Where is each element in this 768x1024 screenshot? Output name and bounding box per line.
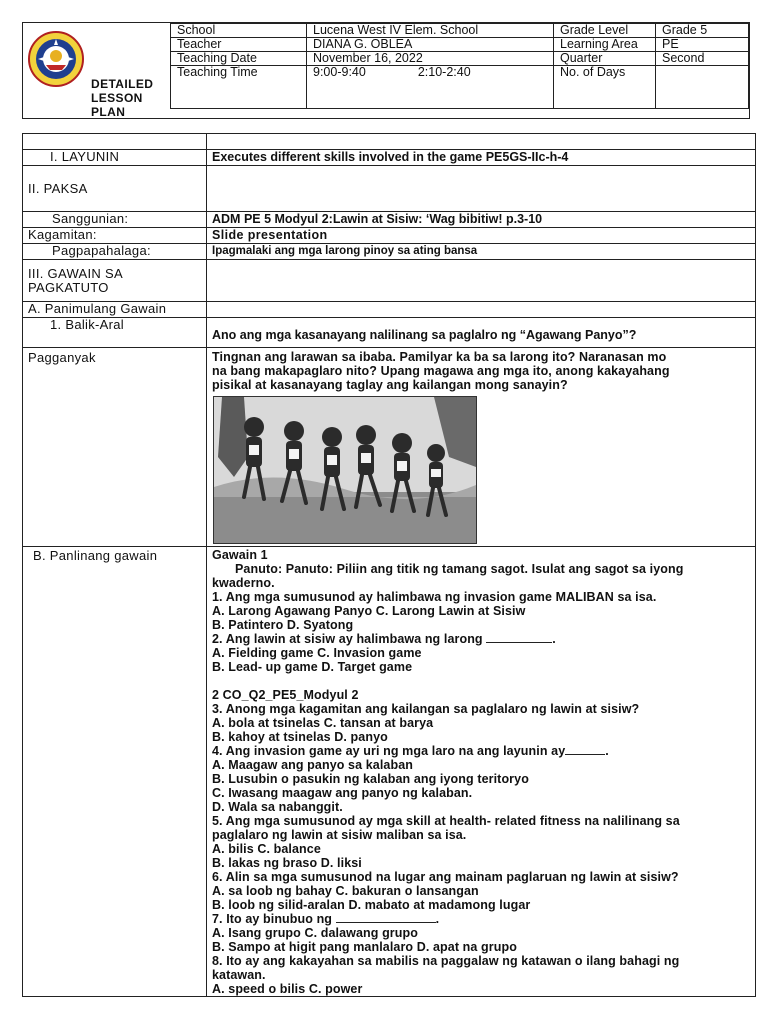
question-1: 1. Ang mga sumusunod ay halimbawa ng invasion game MALIBAN sa isa. bbox=[212, 590, 657, 604]
question-8: 8. Ito ay ang kakayahan sa mabilis na paggalaw ng katawan o ilang bahagi ng bbox=[212, 954, 680, 968]
gawain-label-line-1: III. GAWAIN SA bbox=[28, 265, 123, 281]
teaching-date-label: Teaching Date bbox=[171, 52, 307, 66]
question-1-choice: B. Patintero D. Syatong bbox=[212, 618, 354, 632]
spacer bbox=[212, 674, 750, 688]
question-4-choice: C. Iwasang maagaw ang panyo ng kalaban. bbox=[212, 786, 473, 800]
question-5-choice: B. lakas ng braso D. liksi bbox=[212, 856, 362, 870]
question-7-choice: B. Sampo at higit pang manlalaro D. apat na grupo bbox=[212, 940, 517, 954]
question-8: katawan. bbox=[212, 968, 266, 982]
question-5: paglalaro ng lawin at sisiw maliban sa isa. bbox=[212, 828, 467, 842]
kagamitan-label: Kagamitan: bbox=[23, 228, 207, 244]
days-value bbox=[656, 66, 749, 109]
question-7-text: 7. Ito ay binubuo ng bbox=[212, 912, 333, 926]
pagganyak-content bbox=[207, 348, 756, 547]
quarter-value: Second bbox=[656, 52, 749, 66]
teaching-time-value bbox=[307, 66, 554, 109]
school-seal-icon bbox=[28, 29, 84, 89]
quarter-label: Quarter bbox=[554, 52, 656, 66]
empty-cell bbox=[23, 134, 207, 150]
panuto-line: kwaderno. bbox=[212, 576, 275, 590]
lesson-plan-title: DETAILED LESSON PLAN bbox=[91, 77, 154, 119]
sanggunian-text: ADM PE 5 Modyul 2:Lawin at Sisiw: ‘Wag bibitiw! p.3-10 bbox=[207, 212, 756, 228]
lesson-plan-table bbox=[22, 133, 756, 997]
pagganyak-label: Pagganyak bbox=[23, 348, 207, 547]
question-4-text: 4. Ang invasion game ay uri ng mga laro na ang layunin ay bbox=[212, 744, 566, 758]
panimulang-value bbox=[207, 302, 756, 318]
gawain-label-line-2: PAGKATUTO bbox=[28, 279, 109, 295]
question-6-choice: A. sa loob ng bahay C. bakuran o lansangan bbox=[212, 884, 479, 898]
kagamitan-text: Slide presentation bbox=[207, 228, 756, 244]
pagganyak-line: Tingnan ang larawan sa ibaba. Pamilyar ka ba sa larong ito? Naranasan mo bbox=[212, 350, 667, 364]
question-5-choice: A. bilis C. balance bbox=[212, 842, 321, 856]
panimulang-label: A. Panimulang Gawain bbox=[23, 302, 207, 318]
question-4-choice: A. Maagaw ang panyo sa kalaban bbox=[212, 758, 413, 772]
answer-blank bbox=[486, 632, 552, 643]
module-code: 2 CO_Q2_PE5_Modyul 2 bbox=[212, 688, 359, 702]
pagpapahalaga-label: Pagpapahalaga: bbox=[23, 244, 207, 260]
pagpapahalaga-text: Ipagmalaki ang mga larong pinoy sa ating bansa bbox=[207, 244, 756, 260]
panuto-line: Panuto: Panuto: Piliin ang titik ng tamang sagot. Isulat ang sagot sa iyong bbox=[235, 562, 684, 576]
lesson-plan-header bbox=[22, 22, 750, 119]
answer-blank bbox=[336, 912, 436, 923]
panlinang-content bbox=[207, 547, 756, 997]
teacher-value: DIANA G. OBLEA bbox=[307, 38, 554, 52]
gawain-label bbox=[23, 260, 207, 302]
lesson-info-table bbox=[170, 23, 749, 109]
question-6: 6. Alin sa mga sumusunod na lugar ang mainam paglaruan ng lawin at sisiw? bbox=[212, 870, 679, 884]
answer-blank bbox=[565, 744, 605, 755]
paksa-value bbox=[207, 166, 756, 212]
teaching-time-label: Teaching Time bbox=[171, 66, 307, 109]
question-4-choice: D. Wala sa nabanggit. bbox=[212, 800, 343, 814]
paksa-label: II. PAKSA bbox=[23, 166, 207, 212]
balik-aral-text: Ano ang mga kasanayang nalilinang sa paglalro ng “Agawang Panyo”? bbox=[207, 318, 756, 348]
question-3-choice: B. kahoy at tsinelas D. panyo bbox=[212, 730, 388, 744]
layunin-text: Executes different skills involved in the game PE5GS-IIc-h-4 bbox=[207, 150, 756, 166]
school-value: Lucena West IV Elem. School bbox=[307, 24, 554, 38]
question-3-choice: A. bola at tsinelas C. tansan at barya bbox=[212, 716, 434, 730]
pagganyak-line: pisikal at kasanayang taglay ang kailangan mong sanayin? bbox=[212, 378, 568, 392]
children-playing-illustration bbox=[213, 396, 477, 544]
school-label: School bbox=[171, 24, 307, 38]
sanggunian-label: Sanggunian: bbox=[23, 212, 207, 228]
teaching-date-value: November 16, 2022 bbox=[307, 52, 554, 66]
question-7-choice: A. Isang grupo C. dalawang grupo bbox=[212, 926, 418, 940]
teaching-time-2: 2:10-2:40 bbox=[417, 65, 471, 79]
pagganyak-line: na bang makapaglaro nito? Upang magawa ang mga ito, anong kakayahang bbox=[212, 364, 670, 378]
layunin-label: I. LAYUNIN bbox=[23, 150, 207, 166]
gawain1-title: Gawain 1 bbox=[212, 548, 268, 562]
question-8-choice: A. speed o bilis C. power bbox=[212, 982, 363, 996]
panlinang-label: B. Panlinang gawain bbox=[23, 547, 207, 997]
question-4-choice: B. Lusubin o pasukin ng kalaban ang iyong teritoryo bbox=[212, 772, 529, 786]
empty-cell bbox=[207, 134, 756, 150]
gawain-value bbox=[207, 260, 756, 302]
question-5: 5. Ang mga sumusunod ay mga skill at health- related fitness na nalilinang sa bbox=[212, 814, 680, 828]
question-4: 4. Ang invasion game ay uri ng mga laro na ang layunin ay . bbox=[212, 744, 609, 758]
question-6-choice: B. loob ng silid-aralan D. mabato at madamong lugar bbox=[212, 898, 531, 912]
days-label: No. of Days bbox=[554, 66, 656, 109]
question-2-text: 2. Ang lawin at sisiw ay halimbawa ng larong bbox=[212, 632, 483, 646]
question-3: 3. Anong mga kagamitan ang kailangan sa paglalaro ng lawin at sisiw? bbox=[212, 702, 640, 716]
learning-area-value: PE bbox=[656, 38, 749, 52]
question-7: 7. Ito ay binubuo ng . bbox=[212, 912, 440, 926]
learning-area-label: Learning Area bbox=[554, 38, 656, 52]
grade-level-label: Grade Level bbox=[554, 24, 656, 38]
question-2: 2. Ang lawin at sisiw ay halimbawa ng larong . bbox=[212, 632, 556, 646]
teacher-label: Teacher bbox=[171, 38, 307, 52]
question-1-choice: A. Larong Agawang Panyo C. Larong Lawin at Sisiw bbox=[212, 604, 526, 618]
balik-aral-label: 1. Balik-Aral bbox=[23, 318, 207, 348]
question-2-choice: B. Lead- up game D. Target game bbox=[212, 660, 413, 674]
question-2-choice: A. Fielding game C. Invasion game bbox=[212, 646, 422, 660]
teaching-time-1: 9:00-9:40 bbox=[313, 65, 366, 79]
grade-level-value: Grade 5 bbox=[656, 24, 749, 38]
